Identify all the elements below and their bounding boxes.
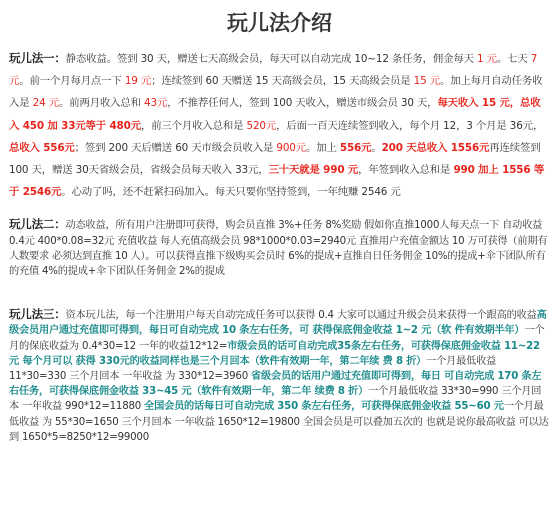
method-two-body: 动态收益，所有用户注册即可获得，购会员直推 3%+任务 8%奖励 假如你直推1000人每天点一下 自动收益 0.4元 400*0.08=32元 充值收益 每人充值高级会员 98*1000*0.03=2940元 直推用户充值金额达 10 万可获得（前期有人数要求 必须达到直推 10 人）。可以获得直推下级购买会员时 6%的提成+直推自日任务佣金 10%的提成+伞下团队所有的充值 4%的提成+伞下团队任务佣金 2%的提成 [9,220,548,278]
method1-segment: 24 元 [32,97,59,110]
method1-segment: 。心动了吗，还不赶紧扫码加入。每天只要你坚持签到，一年纯赚 2546 元 [61,186,401,199]
method1-segment: 每天收入 15 元，总收入 450 加 33元等于 480元 [9,97,541,132]
method1-segment: 900元 [276,141,306,154]
method3-segment: 市级会员的话可自动完成35条左右任务，可获得保底佣金收益 11~22 元 每个月可以 获得 330元的收益同样也是三个月回本（软件有效期一年，第二年续 费 8 折） [9,340,540,367]
method3-segment: 资本玩儿法，每一个注册用户每天自动完成任务可以获得 0.4 大家可以通过升级会员来获得一个跟高的收益 [65,310,537,322]
method3-segment: 一个月最低收益 33*30=990 三个月回本 一年收益 990*12=11880 [9,386,542,413]
method1-segment: 15 元 [413,75,440,88]
method1-segment: 200 天总收入 1556元 [381,141,490,154]
method1-segment: 19 元 [124,75,152,88]
method3-segment: 省级会员的话用户通过充值即可得到，每日 可自动完成 170 条左右任务，可获得保底佣金收益 33~45 元（软件有效期一年，第二年 续费 8 折） [9,371,542,398]
method-one-paragraph [9,47,550,203]
method1-segment: ，不推荐任何人，签到 100 天收入，赠送市级会员 30 天， [167,97,438,110]
method1-segment: 。 [371,141,382,154]
method1-segment: ，前三个月收入总和是 [140,119,247,132]
method1-segment: 1 元 [477,53,497,65]
method1-segment: 静态收益。 [65,53,117,65]
method1-segment: 。加上 [305,141,340,154]
method1-segment: 43元 [144,97,168,110]
method1-segment: 总收入 556元 [9,141,75,154]
method3-segment: 一个月最低收益 为 55*30=1650 三个月回本 一年收益 1650*12=19800 全国会员是可以叠加五次的 也就是说你最高收益 可以达到 1650*5=8250*12=99000 [9,401,549,443]
page-title: 玩儿法介绍 [227,10,332,35]
method1-segment: ；连续签到 60 天赠送 15 天高级会员，15 天高级会员是 [151,75,414,88]
method1-segment: 签到 30 天，赠送七天高级会员，每天可以自动完成 10~12 条任务，佣金每天 [116,53,478,65]
method-two-heading: 玩儿法二： [9,217,66,232]
method-one-body [9,53,544,198]
method-three-heading: 玩儿法三： [9,307,66,322]
method3-segment: 一个月的保底收益为 0.4*30=12 一年的收益12*12= [9,325,545,352]
method1-segment: ，后面一百天连续签到收入，每个月 12，3 个月是 36元， [276,119,544,132]
method1-segment: 再连续签到 100 天，赠送 30天省级会员，省级会员每天收入 33元， [9,141,541,177]
method3-segment: 全国会员的话每日可自动完成 350 条左右任务，可获得保底佣金收益 55~60 元 [144,401,504,413]
method1-segment: 990 加上 1556 等于 2546元 [9,164,545,199]
method1-segment: 。前两月收入总和 [58,97,145,110]
method-two-paragraph [9,217,550,279]
method1-segment: 。七天 [496,53,531,65]
method1-segment: ；签到 200 天后赠送 60 天市级会员收入是 [74,141,277,154]
method-three-body [9,310,549,443]
method1-segment: 。前一个月每月点一下 [19,75,125,88]
method1-segment: 。加上每月自动任务收入是 [9,75,543,110]
method3-segment: 一个月最低收益 11*30=330 三个月回本 一年收益 为 330*12=3960 [9,355,497,383]
method-three-paragraph [9,307,550,445]
method1-segment: 三十天就是 990 元 [268,164,359,177]
method1-segment: ，年签到收入总和是 [358,164,454,177]
method1-segment: 7 元 [9,53,538,88]
method1-segment: 556元 [339,141,372,154]
method-one-heading: 玩儿法一： [9,51,66,65]
method3-segment: 高级会员用户通过充值即可得到，每日可自动完成 10 条左右任务，可 获得保底佣金收益 1~2 元（软 件有效期半年） [9,310,547,337]
method1-segment: 520元 [246,119,277,132]
